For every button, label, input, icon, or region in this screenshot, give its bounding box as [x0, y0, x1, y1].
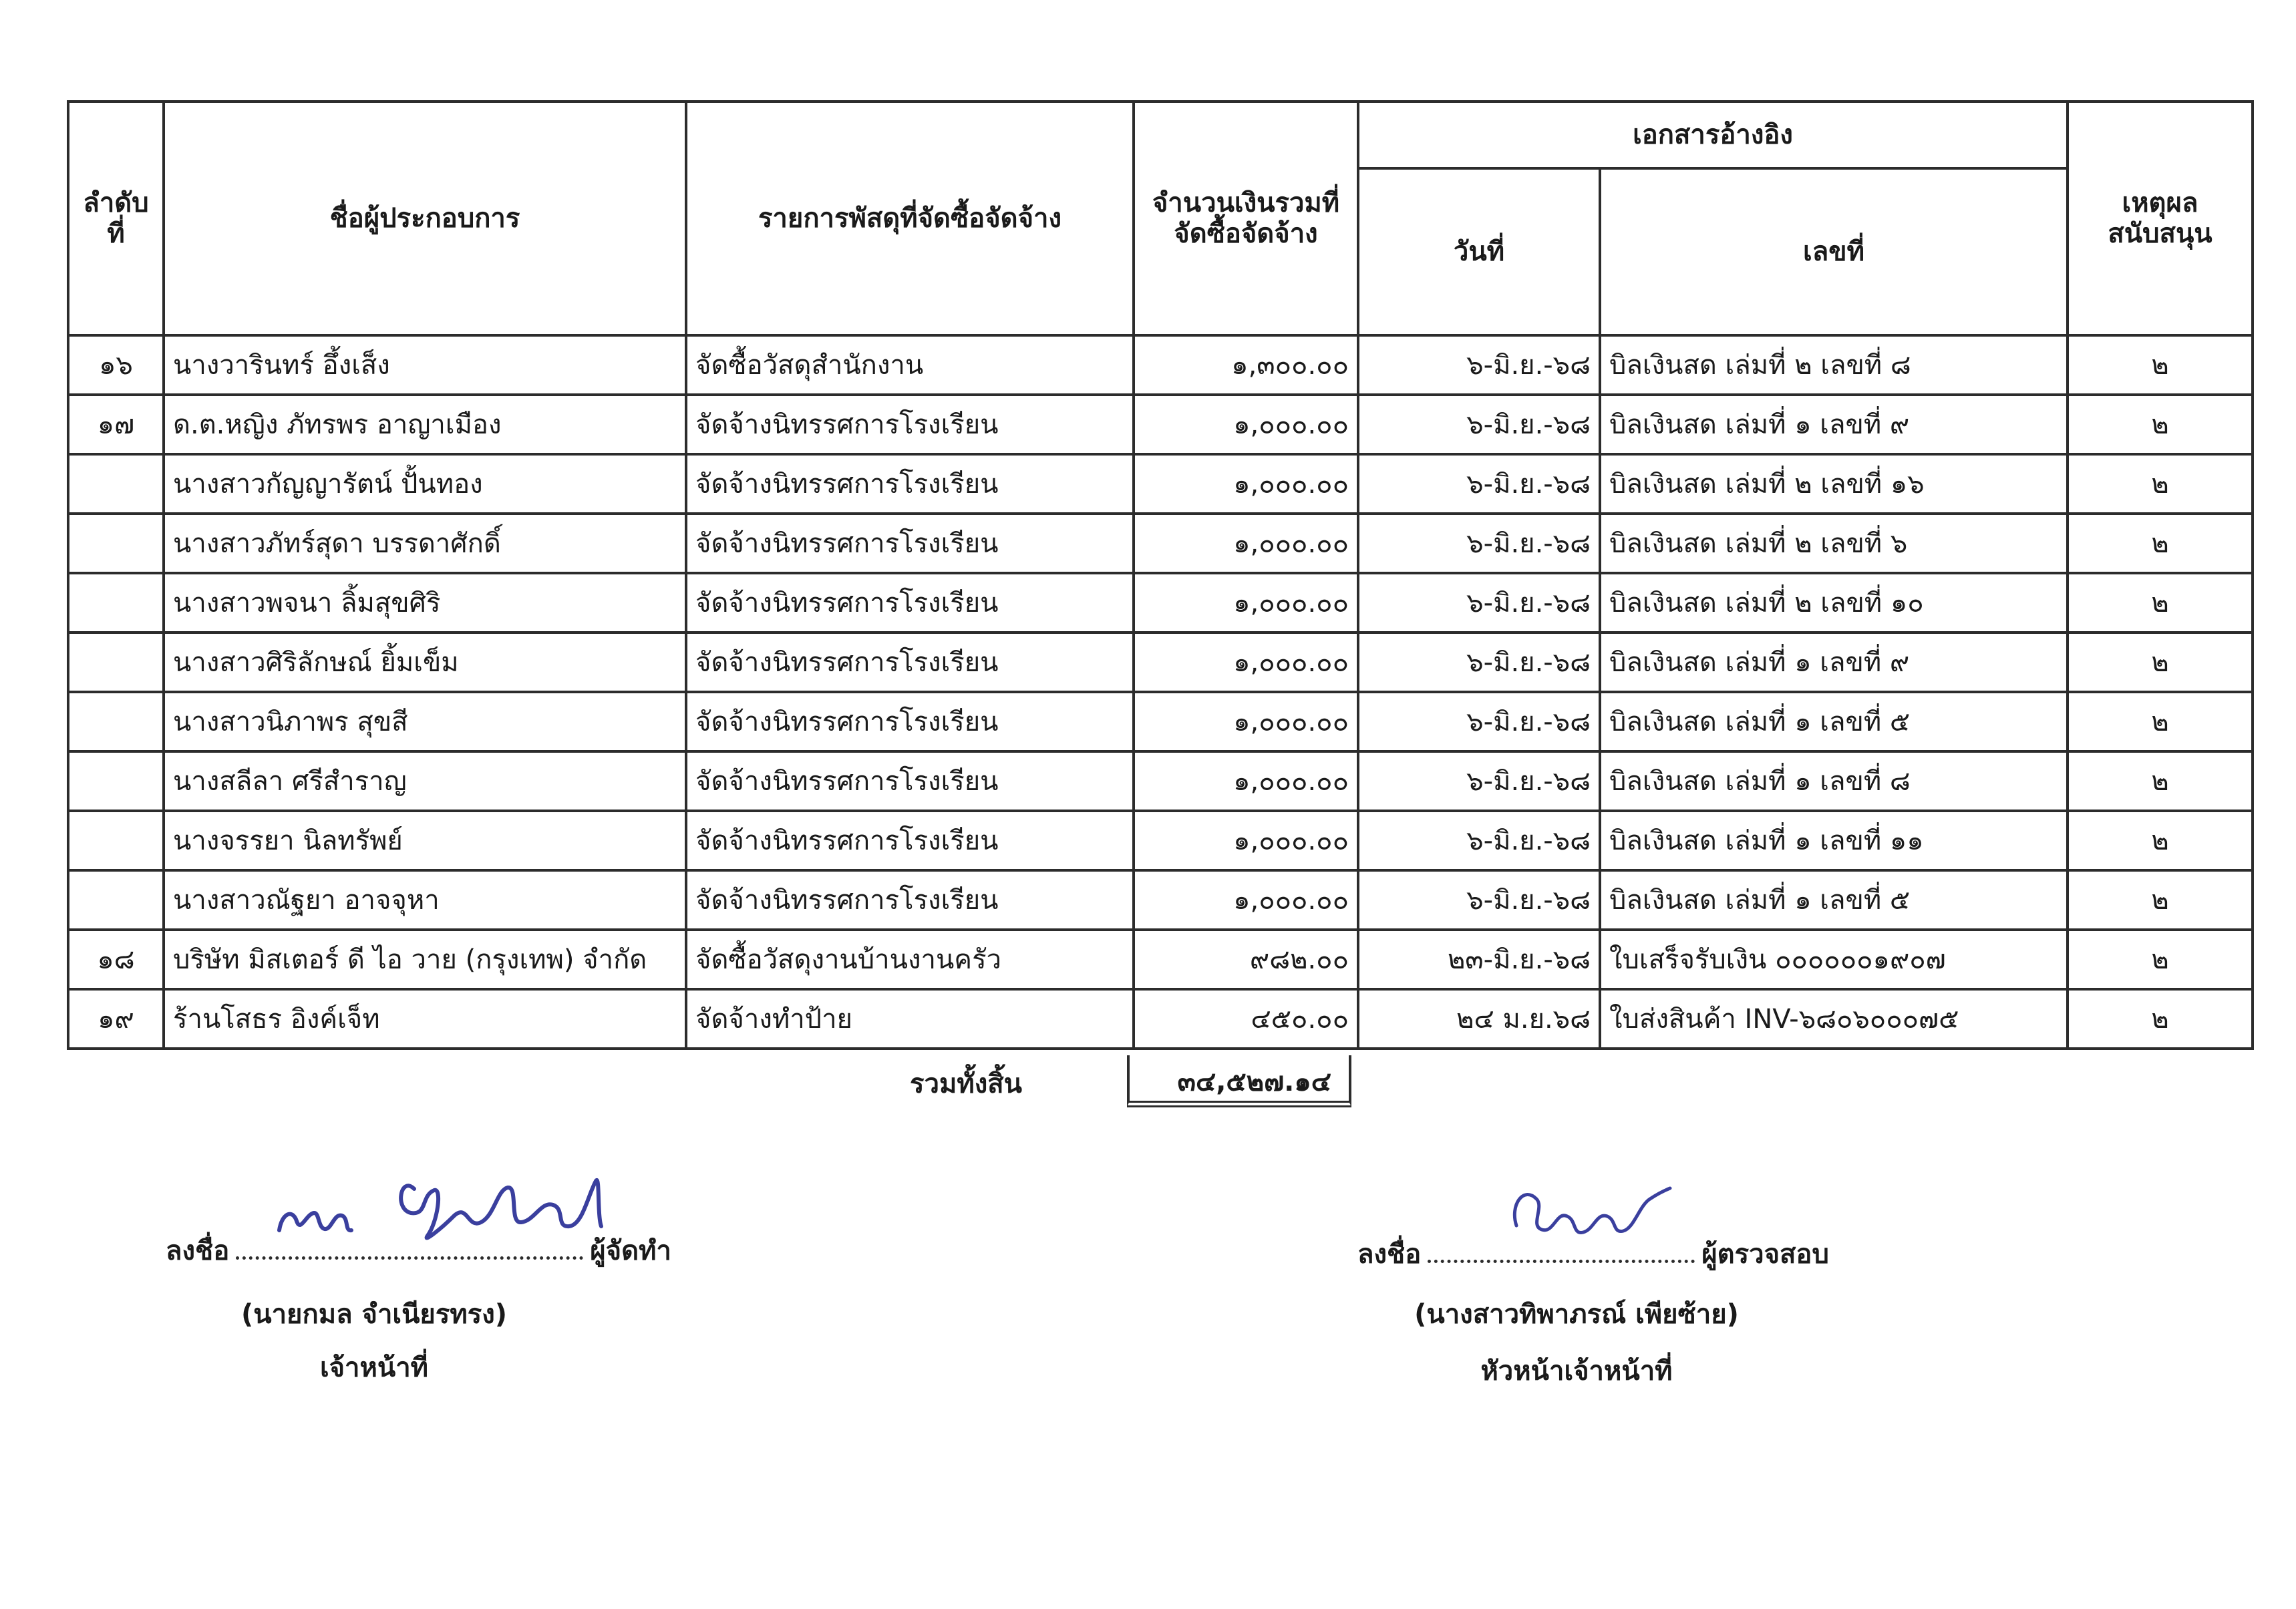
cell-vendor: นางจรรยา นิลทรัพย์ — [164, 811, 686, 870]
cell-date: ๒๓-มิ.ย.-๖๘ — [1358, 930, 1600, 989]
total-amount: ๓๔,๕๒๗.๑๔ — [1127, 1055, 1351, 1107]
cell-vendor: นางสาวภัทร์สุดา บรรดาศักดิ์ — [164, 514, 686, 573]
sign-dotted-line — [1428, 1256, 1695, 1263]
cell-no — [68, 870, 164, 930]
cell-amount: ๑,๐๐๐.๐๐ — [1134, 751, 1358, 811]
header-amount: จำนวนเงินรวมที่จัดซื้อจัดจ้าง — [1134, 102, 1358, 335]
cell-reason: ๒ — [2068, 870, 2253, 930]
cell-vendor: นางสาวณัฐยา อาจจุหา — [164, 870, 686, 930]
cell-no: ๑๙ — [68, 989, 164, 1049]
cell-no: ๑๘ — [68, 930, 164, 989]
cell-ref-no: บิลเงินสด เล่มที่ ๑ เลขที่ ๕ — [1600, 692, 2068, 751]
cell-ref-no: บิลเงินสด เล่มที่ ๒ เลขที่ ๖ — [1600, 514, 2068, 573]
cell-no — [68, 514, 164, 573]
cell-item: จัดจ้างทำป้าย — [686, 989, 1134, 1049]
cell-item: จัดจ้างนิทรรศการโรงเรียน — [686, 811, 1134, 870]
preparer-name: (นายกมล จำเนียรทรง) — [240, 1299, 508, 1330]
cell-amount: ๑,๐๐๐.๐๐ — [1134, 573, 1358, 633]
cell-date: ๖-มิ.ย.-๖๘ — [1358, 811, 1600, 870]
table-row — [68, 870, 2253, 930]
sign-dotted-line — [236, 1252, 583, 1260]
cell-item: จัดจ้างนิทรรศการโรงเรียน — [686, 751, 1134, 811]
cell-reason: ๒ — [2068, 573, 2253, 633]
role-suffix: ผู้จัดทำ — [590, 1236, 671, 1266]
header-ref-no: เลขที่ — [1600, 168, 2068, 335]
cell-reason: ๒ — [2068, 751, 2253, 811]
cell-item: จัดจ้างนิทรรศการโรงเรียน — [686, 395, 1134, 454]
cell-item: จัดจ้างนิทรรศการโรงเรียน — [686, 633, 1134, 692]
cell-date: ๖-มิ.ย.-๖๘ — [1358, 454, 1600, 514]
table-row — [68, 573, 2253, 633]
cell-date: ๖-มิ.ย.-๖๘ — [1358, 395, 1600, 454]
sign-label: ลงชื่อ — [166, 1236, 230, 1266]
cell-no — [68, 633, 164, 692]
cell-reason: ๒ — [2068, 692, 2253, 751]
cell-vendor: นางสาวศิริลักษณ์ ยิ้มเข็ม — [164, 633, 686, 692]
cell-ref-no: บิลเงินสด เล่มที่ ๑ เลขที่ ๙ — [1600, 633, 2068, 692]
cell-ref-no: บิลเงินสด เล่มที่ ๒ เลขที่ ๑๖ — [1600, 454, 2068, 514]
table-row — [68, 335, 2253, 395]
procurement-table — [67, 100, 2254, 1050]
table-row — [68, 989, 2253, 1049]
cell-amount: ๑,๐๐๐.๐๐ — [1134, 633, 1358, 692]
cell-reason: ๒ — [2068, 335, 2253, 395]
cell-reason: ๒ — [2068, 633, 2253, 692]
cell-ref-no: บิลเงินสด เล่มที่ ๑ เลขที่ ๙ — [1600, 395, 2068, 454]
cell-date: ๖-มิ.ย.-๖๘ — [1358, 870, 1600, 930]
cell-amount: ๙๘๒.๐๐ — [1134, 930, 1358, 989]
cell-amount: ๑,๓๐๐.๐๐ — [1134, 335, 1358, 395]
handwritten-signature-preparer — [267, 1149, 615, 1262]
cell-amount: ๑,๐๐๐.๐๐ — [1134, 454, 1358, 514]
cell-amount: ๑,๐๐๐.๐๐ — [1134, 514, 1358, 573]
cell-item: จัดจ้างนิทรรศการโรงเรียน — [686, 573, 1134, 633]
cell-date: ๒๔ ม.ย.๖๘ — [1358, 989, 1600, 1049]
cell-item: จัดซื้อวัสดุงานบ้านงานครัว — [686, 930, 1134, 989]
cell-ref-no: บิลเงินสด เล่มที่ ๑ เลขที่ ๘ — [1600, 751, 2068, 811]
cell-reason: ๒ — [2068, 930, 2253, 989]
table-row — [68, 751, 2253, 811]
cell-no — [68, 811, 164, 870]
sign-line-preparer — [166, 1229, 671, 1272]
cell-ref-no: บิลเงินสด เล่มที่ ๒ เลขที่ ๘ — [1600, 335, 2068, 395]
cell-amount: ๑,๐๐๐.๐๐ — [1134, 395, 1358, 454]
table-row — [68, 454, 2253, 514]
cell-reason: ๒ — [2068, 811, 2253, 870]
cell-item: จัดจ้างนิทรรศการโรงเรียน — [686, 870, 1134, 930]
cell-amount: ๑,๐๐๐.๐๐ — [1134, 870, 1358, 930]
cell-ref-no: บิลเงินสด เล่มที่ ๑ เลขที่ ๑๑ — [1600, 811, 2068, 870]
cell-item: จัดจ้างนิทรรศการโรงเรียน — [686, 514, 1134, 573]
preparer-position: เจ้าหน้าที่ — [319, 1353, 429, 1383]
cell-no — [68, 751, 164, 811]
cell-amount: ๑,๐๐๐.๐๐ — [1134, 692, 1358, 751]
cell-no: ๑๖ — [68, 335, 164, 395]
header-reference: เอกสารอ้างอิง — [1358, 102, 2068, 168]
table-row — [68, 811, 2253, 870]
cell-date: ๖-มิ.ย.-๖๘ — [1358, 751, 1600, 811]
header-item: รายการพัสดุที่จัดซื้อจัดจ้าง — [686, 102, 1134, 335]
cell-vendor: นางวารินทร์ อึ้งเส็ง — [164, 335, 686, 395]
cell-vendor: นางสาวกัญญารัตน์ ปั้นทอง — [164, 454, 686, 514]
table-row — [68, 692, 2253, 751]
header-vendor: ชื่อผู้ประกอบการ — [164, 102, 686, 335]
cell-vendor: นางสาวพจนา ลิ้มสุขศิริ — [164, 573, 686, 633]
total-row — [67, 1055, 2251, 1115]
cell-reason: ๒ — [2068, 989, 2253, 1049]
cell-item: จัดจ้างนิทรรศการโรงเรียน — [686, 692, 1134, 751]
cell-no — [68, 692, 164, 751]
header-date: วันที่ — [1358, 168, 1600, 335]
cell-item: จัดจ้างนิทรรศการโรงเรียน — [686, 454, 1134, 514]
cell-item: จัดซื้อวัสดุสำนักงาน — [686, 335, 1134, 395]
cell-vendor: ร้านโสธร อิงค์เจ็ท — [164, 989, 686, 1049]
table-row — [68, 633, 2253, 692]
cell-vendor: นางสลีลา ศรีสำราญ — [164, 751, 686, 811]
table-row — [68, 395, 2253, 454]
sign-label: ลงชื่อ — [1357, 1239, 1422, 1270]
table-row — [68, 930, 2253, 989]
table-row — [68, 514, 2253, 573]
cell-vendor: นางสาวนิภาพร สุขสี — [164, 692, 686, 751]
table-header-row — [68, 102, 2253, 168]
sign-line-reviewer — [1357, 1232, 1829, 1275]
cell-ref-no: ใบส่งสินค้า INV-๖๘๐๖๐๐๐๗๕ — [1600, 989, 2068, 1049]
handwritten-signature-reviewer — [1503, 1179, 1677, 1252]
total-label: รวมทั้งสิ้น — [910, 1069, 1022, 1099]
cell-amount: ๔๕๐.๐๐ — [1134, 989, 1358, 1049]
cell-ref-no: บิลเงินสด เล่มที่ ๒ เลขที่ ๑๐ — [1600, 573, 2068, 633]
reviewer-position: หัวหน้าเจ้าหน้าที่ — [1480, 1356, 1673, 1387]
cell-date: ๖-มิ.ย.-๖๘ — [1358, 573, 1600, 633]
table-body — [68, 335, 2253, 1049]
cell-reason: ๒ — [2068, 454, 2253, 514]
cell-reason: ๒ — [2068, 395, 2253, 454]
cell-reason: ๒ — [2068, 514, 2253, 573]
role-suffix: ผู้ตรวจสอบ — [1701, 1239, 1829, 1270]
reviewer-name: (นางสาวทิพาภรณ์ เพียซ้าย) — [1414, 1299, 1739, 1330]
cell-date: ๖-มิ.ย.-๖๘ — [1358, 633, 1600, 692]
header-reason: เหตุผลสนับสนุน — [2068, 102, 2253, 335]
cell-date: ๖-มิ.ย.-๖๘ — [1358, 692, 1600, 751]
header-no: ลำดับที่ — [68, 102, 164, 335]
cell-no — [68, 573, 164, 633]
cell-no — [68, 454, 164, 514]
cell-ref-no: บิลเงินสด เล่มที่ ๑ เลขที่ ๕ — [1600, 870, 2068, 930]
cell-amount: ๑,๐๐๐.๐๐ — [1134, 811, 1358, 870]
cell-vendor: ด.ต.หญิง ภัทรพร อาญาเมือง — [164, 395, 686, 454]
cell-no: ๑๗ — [68, 395, 164, 454]
cell-date: ๖-มิ.ย.-๖๘ — [1358, 514, 1600, 573]
cell-ref-no: ใบเสร็จรับเงิน ๐๐๐๐๐๐๑๙๐๗ — [1600, 930, 2068, 989]
cell-vendor: บริษัท มิสเตอร์ ดี ไอ วาย (กรุงเทพ) จำกัด — [164, 930, 686, 989]
cell-date: ๖-มิ.ย.-๖๘ — [1358, 335, 1600, 395]
